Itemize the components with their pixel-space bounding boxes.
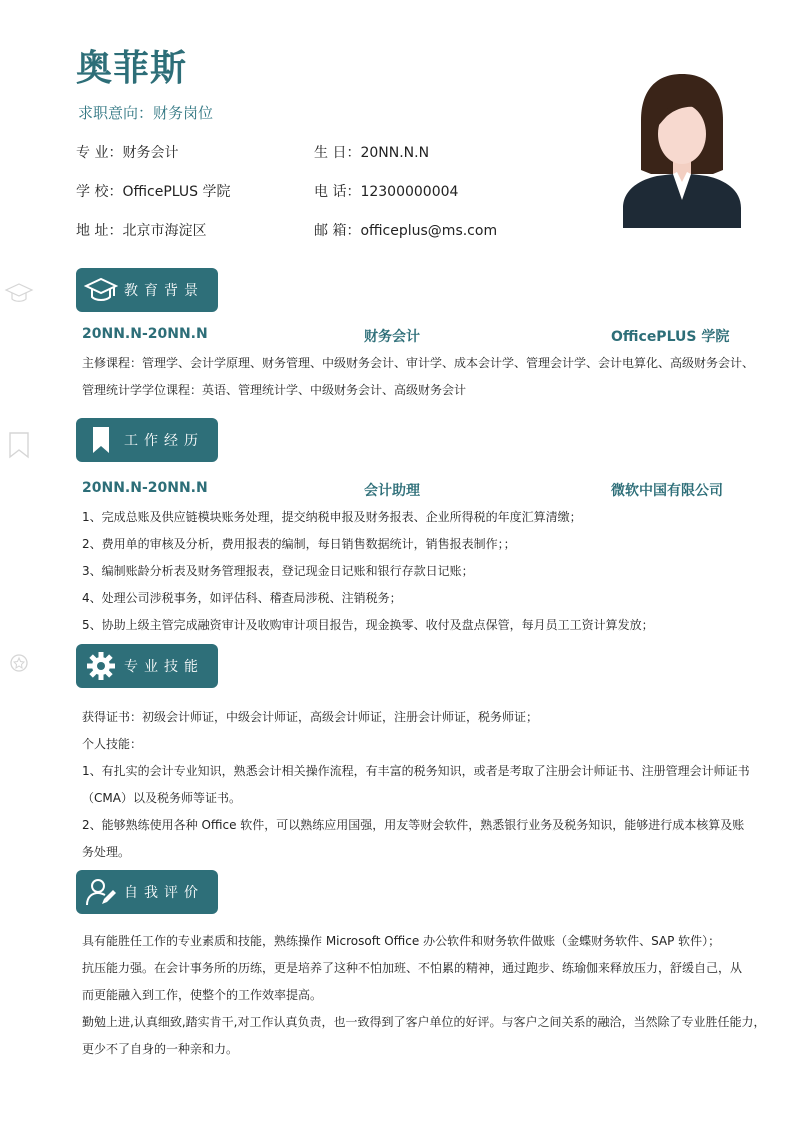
info-email: 邮 箱：officeplus@ms.com xyxy=(314,223,498,239)
section-header-work xyxy=(76,418,210,462)
self-eval-line: 勤勉上进,认真细致,踏实肯干,对工作认真负责，也一致得到了客户单位的好评。与客户之间关系的融洽，当然除了专业胜任能力， xyxy=(82,1015,766,1029)
work-position: 会计助理 xyxy=(364,483,420,499)
section-header-self-eval xyxy=(76,870,210,914)
section-title-work: 工作经历 xyxy=(124,433,204,449)
gear-icon xyxy=(84,650,118,682)
skills-line: 2、能够熟练使用各种 Office 软件，可以熟练应用国强，用友等财会软件，熟悉银行业务及税务知识，能够进行成本核算及账 xyxy=(82,818,745,832)
work-item: 3、编制账龄分析表及财务管理报表，登记现金日记账和银行存款日记账； xyxy=(82,564,474,578)
work-company: 微软中国有限公司 xyxy=(611,483,723,499)
info-major: 专 业：财务会计 xyxy=(76,145,179,161)
education-school: OfficePLUS 学院 xyxy=(611,329,730,345)
graduation-cap-icon xyxy=(4,278,34,308)
skills-line: 务处理。 xyxy=(82,845,131,859)
education-courses-line1: 主修课程：管理学、会计学原理、财务管理、中级财务会计、审计学、成本会计学、管理会计学、会计电算化、高级财务会计、 xyxy=(82,356,755,370)
section-title-education: 教育背景 xyxy=(124,283,204,299)
education-courses-line2: 管理统计学学位课程：英语、管理统计学、中级财务会计、高级财务会计 xyxy=(82,383,467,397)
award-icon xyxy=(4,648,34,678)
education-period: 20NN.N-20NN.N xyxy=(82,326,208,342)
info-address: 地 址：北京市海淀区 xyxy=(76,223,207,239)
work-item: 2、费用单的审核及分析，费用报表的编制，每日销售数据统计，销售报表制作；； xyxy=(82,537,516,551)
self-eval-line: 更少不了自身的一种亲和力。 xyxy=(82,1042,239,1056)
resume-name: 奥菲斯 xyxy=(76,48,188,89)
job-intention: 求职意向：财务岗位 xyxy=(78,104,214,122)
section-title-skills: 专业技能 xyxy=(124,659,204,675)
self-eval-line: 具有能胜任工作的专业素质和技能，熟练操作 Microsoft Office 办公软件和财务软件做账（金蝶财务软件、SAP 软件）； xyxy=(82,934,721,948)
education-major: 财务会计 xyxy=(364,329,420,345)
user-edit-icon xyxy=(84,876,118,908)
bookmark-icon xyxy=(84,424,118,456)
section-header-education xyxy=(76,268,210,312)
work-item: 5、协助上级主管完成融资审计及收购审计项目报告，现金换零、收付及盘点保管，每月员工工资计算发放； xyxy=(82,618,654,632)
self-eval-line: 抗压能力强。在会计事务所的历练，更是培养了这种不怕加班、不怕累的精神，通过跑步、练瑜伽来释放压力，舒缓自己，从 xyxy=(82,961,743,975)
work-period: 20NN.N-20NN.N xyxy=(82,480,208,496)
section-header-skills xyxy=(76,644,210,688)
info-phone: 电 话：12300000004 xyxy=(314,184,459,200)
info-school: 学 校：OfficePLUS 学院 xyxy=(76,184,231,200)
work-item: 1、完成总账及供应链模块账务处理，提交纳税申报及财务报表、企业所得税的年度汇算清缴； xyxy=(82,510,582,524)
skills-line: （CMA）以及税务师等证书。 xyxy=(82,791,241,805)
section-title-self-eval: 自我评价 xyxy=(124,885,204,901)
skills-line: 获得证书：初级会计师证，中级会计师证，高级会计师证，注册会计师证，税务师证； xyxy=(82,710,539,724)
bookmark-icon xyxy=(4,430,34,460)
work-item: 4、处理公司涉税事务，如评估科、稽查局涉税、注销税务； xyxy=(82,591,402,605)
skills-line: 个人技能： xyxy=(82,737,143,751)
info-birth: 生 日：20NN.N.N xyxy=(314,145,430,161)
graduation-cap-icon xyxy=(84,274,118,306)
skills-line: 1、有扎实的会计专业知识，熟悉会计相关操作流程，有丰富的税务知识，或者是考取了注册会计师证书、注册管理会计师证书 xyxy=(82,764,750,778)
avatar xyxy=(623,70,741,228)
self-eval-line: 而更能融入到工作，使整个的工作效率提高。 xyxy=(82,988,323,1002)
